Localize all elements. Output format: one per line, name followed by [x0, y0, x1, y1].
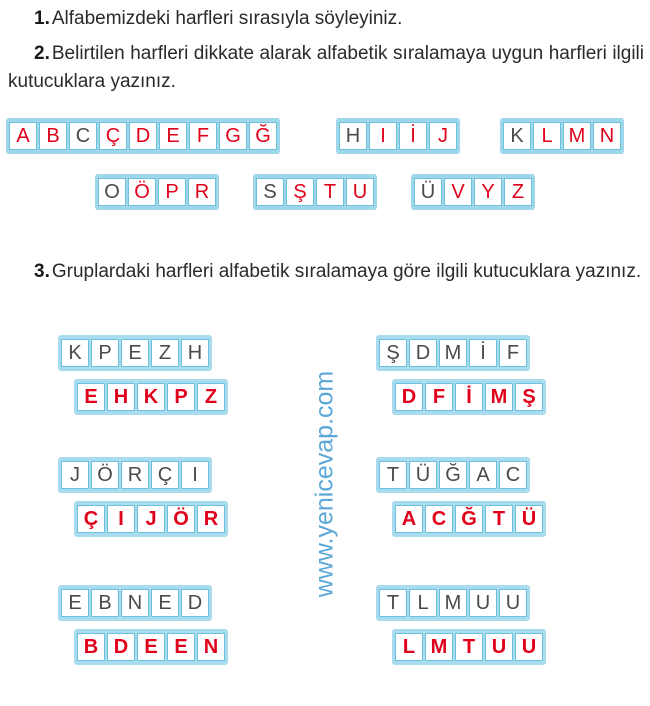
- question-1-text: Alfabemizdeki harfleri sırasıyla söyleyiniz.: [51, 8, 403, 29]
- answer-letter-box[interactable]: Y: [474, 178, 502, 206]
- answer-letter-box[interactable]: V: [444, 178, 472, 206]
- prompt-letter-box: Ç: [151, 461, 179, 489]
- answer-letter-box[interactable]: M: [485, 383, 513, 411]
- answer-letter-box[interactable]: E: [77, 383, 105, 411]
- question-3: [8, 258, 644, 286]
- answer-letter-box[interactable]: Ş: [515, 383, 543, 411]
- prompt-letter-box: B: [91, 589, 119, 617]
- given-letter-box: H: [339, 122, 367, 150]
- answer-letter-box[interactable]: M: [425, 633, 453, 661]
- answer-letter-box[interactable]: H: [107, 383, 135, 411]
- prompt-letter-box: Z: [151, 339, 179, 367]
- alphabet-group: [500, 118, 624, 154]
- answer-letter-box[interactable]: Ğ: [249, 122, 277, 150]
- answer-letter-box[interactable]: T: [316, 178, 344, 206]
- prompt-letter-box: D: [181, 589, 209, 617]
- question-1-number: 1.: [34, 8, 50, 29]
- question-3-text: Gruplardaki harfleri alfabetik sıralamaya göre ilgili kutucuklara yazınız.: [51, 261, 642, 282]
- given-letter-box: O: [98, 178, 126, 206]
- answer-letter-box[interactable]: İ: [399, 122, 427, 150]
- answer-letter-box[interactable]: N: [593, 122, 621, 150]
- answer-letter-box[interactable]: Z: [197, 383, 225, 411]
- letter-group-prompt: [376, 457, 530, 493]
- answer-letter-box[interactable]: D: [107, 633, 135, 661]
- answer-letter-box[interactable]: E: [159, 122, 187, 150]
- prompt-letter-box: M: [439, 589, 467, 617]
- prompt-letter-box: İ: [469, 339, 497, 367]
- question-2-text: Belirtilen harfleri dikkate alarak alfabetik sıralamaya uygun harfleri ilgili kutucuklara yazınız.: [8, 43, 644, 92]
- prompt-letter-box: U: [499, 589, 527, 617]
- answer-letter-box[interactable]: E: [167, 633, 195, 661]
- answer-letter-box[interactable]: J: [137, 505, 165, 533]
- prompt-letter-box: L: [409, 589, 437, 617]
- answer-letter-box[interactable]: Ö: [167, 505, 195, 533]
- given-letter-box: S: [256, 178, 284, 206]
- answer-letter-box[interactable]: P: [167, 383, 195, 411]
- answer-letter-box[interactable]: Ğ: [455, 505, 483, 533]
- answer-letter-box[interactable]: U: [515, 633, 543, 661]
- answer-letter-box[interactable]: Ç: [77, 505, 105, 533]
- letter-group-answer: [74, 379, 228, 415]
- question-2-number: 2.: [34, 43, 50, 64]
- alphabet-group: [253, 174, 377, 210]
- answer-letter-box[interactable]: R: [188, 178, 216, 206]
- answer-letter-box[interactable]: Ü: [515, 505, 543, 533]
- answer-letter-box[interactable]: L: [533, 122, 561, 150]
- alphabet-group: [411, 174, 535, 210]
- answer-letter-box[interactable]: R: [197, 505, 225, 533]
- letter-group-answer: [392, 501, 546, 537]
- prompt-letter-box: T: [379, 589, 407, 617]
- prompt-letter-box: J: [61, 461, 89, 489]
- answer-letter-box[interactable]: A: [395, 505, 423, 533]
- answer-letter-box[interactable]: Z: [504, 178, 532, 206]
- prompt-letter-box: K: [61, 339, 89, 367]
- prompt-letter-box: A: [469, 461, 497, 489]
- answer-letter-box[interactable]: I: [107, 505, 135, 533]
- given-letter-box: C: [69, 122, 97, 150]
- answer-letter-box[interactable]: A: [9, 122, 37, 150]
- alphabet-group: [95, 174, 219, 210]
- prompt-letter-box: P: [91, 339, 119, 367]
- letter-group-prompt: [376, 335, 530, 371]
- answer-letter-box[interactable]: D: [129, 122, 157, 150]
- prompt-letter-box: F: [499, 339, 527, 367]
- prompt-letter-box: T: [379, 461, 407, 489]
- watermark-text: www.yenicevap.com: [310, 370, 339, 598]
- answer-letter-box[interactable]: C: [425, 505, 453, 533]
- prompt-letter-box: Ö: [91, 461, 119, 489]
- answer-letter-box[interactable]: G: [219, 122, 247, 150]
- answer-letter-box[interactable]: B: [77, 633, 105, 661]
- prompt-letter-box: I: [181, 461, 209, 489]
- answer-letter-box[interactable]: E: [137, 633, 165, 661]
- answer-letter-box[interactable]: M: [563, 122, 591, 150]
- prompt-letter-box: E: [121, 339, 149, 367]
- prompt-letter-box: E: [151, 589, 179, 617]
- prompt-letter-box: U: [469, 589, 497, 617]
- prompt-letter-box: E: [61, 589, 89, 617]
- answer-letter-box[interactable]: Ç: [99, 122, 127, 150]
- answer-letter-box[interactable]: L: [395, 633, 423, 661]
- letter-group-prompt: [58, 457, 212, 493]
- letter-group-prompt: [58, 335, 212, 371]
- prompt-letter-box: R: [121, 461, 149, 489]
- answer-letter-box[interactable]: D: [395, 383, 423, 411]
- letter-group-prompt: [376, 585, 530, 621]
- letter-group-answer: [392, 379, 546, 415]
- answer-letter-box[interactable]: I: [369, 122, 397, 150]
- given-letter-box: K: [503, 122, 531, 150]
- answer-letter-box[interactable]: B: [39, 122, 67, 150]
- prompt-letter-box: Ğ: [439, 461, 467, 489]
- letter-group-answer: [392, 629, 546, 665]
- answer-letter-box[interactable]: F: [425, 383, 453, 411]
- letter-group-answer: [74, 501, 228, 537]
- prompt-letter-box: C: [499, 461, 527, 489]
- given-letter-box: Ü: [414, 178, 442, 206]
- alphabet-group: [336, 118, 460, 154]
- watermark: [300, 331, 352, 637]
- prompt-letter-box: M: [439, 339, 467, 367]
- question-2: [8, 40, 644, 96]
- answer-letter-box[interactable]: U: [346, 178, 374, 206]
- answer-letter-box[interactable]: N: [197, 633, 225, 661]
- answer-letter-box[interactable]: Ö: [128, 178, 156, 206]
- letter-group-answer: [74, 629, 228, 665]
- prompt-letter-box: D: [409, 339, 437, 367]
- letter-group-prompt: [58, 585, 212, 621]
- answer-letter-box[interactable]: K: [137, 383, 165, 411]
- answer-letter-box[interactable]: Ş: [286, 178, 314, 206]
- answer-letter-box[interactable]: J: [429, 122, 457, 150]
- answer-letter-box[interactable]: T: [455, 633, 483, 661]
- answer-letter-box[interactable]: T: [485, 505, 513, 533]
- alphabet-group: [6, 118, 280, 154]
- prompt-letter-box: N: [121, 589, 149, 617]
- prompt-letter-box: Ü: [409, 461, 437, 489]
- question-3-number: 3.: [34, 261, 50, 282]
- prompt-letter-box: H: [181, 339, 209, 367]
- answer-letter-box[interactable]: İ: [455, 383, 483, 411]
- answer-letter-box[interactable]: F: [189, 122, 217, 150]
- question-1: [34, 5, 650, 33]
- answer-letter-box[interactable]: P: [158, 178, 186, 206]
- answer-letter-box[interactable]: U: [485, 633, 513, 661]
- prompt-letter-box: Ş: [379, 339, 407, 367]
